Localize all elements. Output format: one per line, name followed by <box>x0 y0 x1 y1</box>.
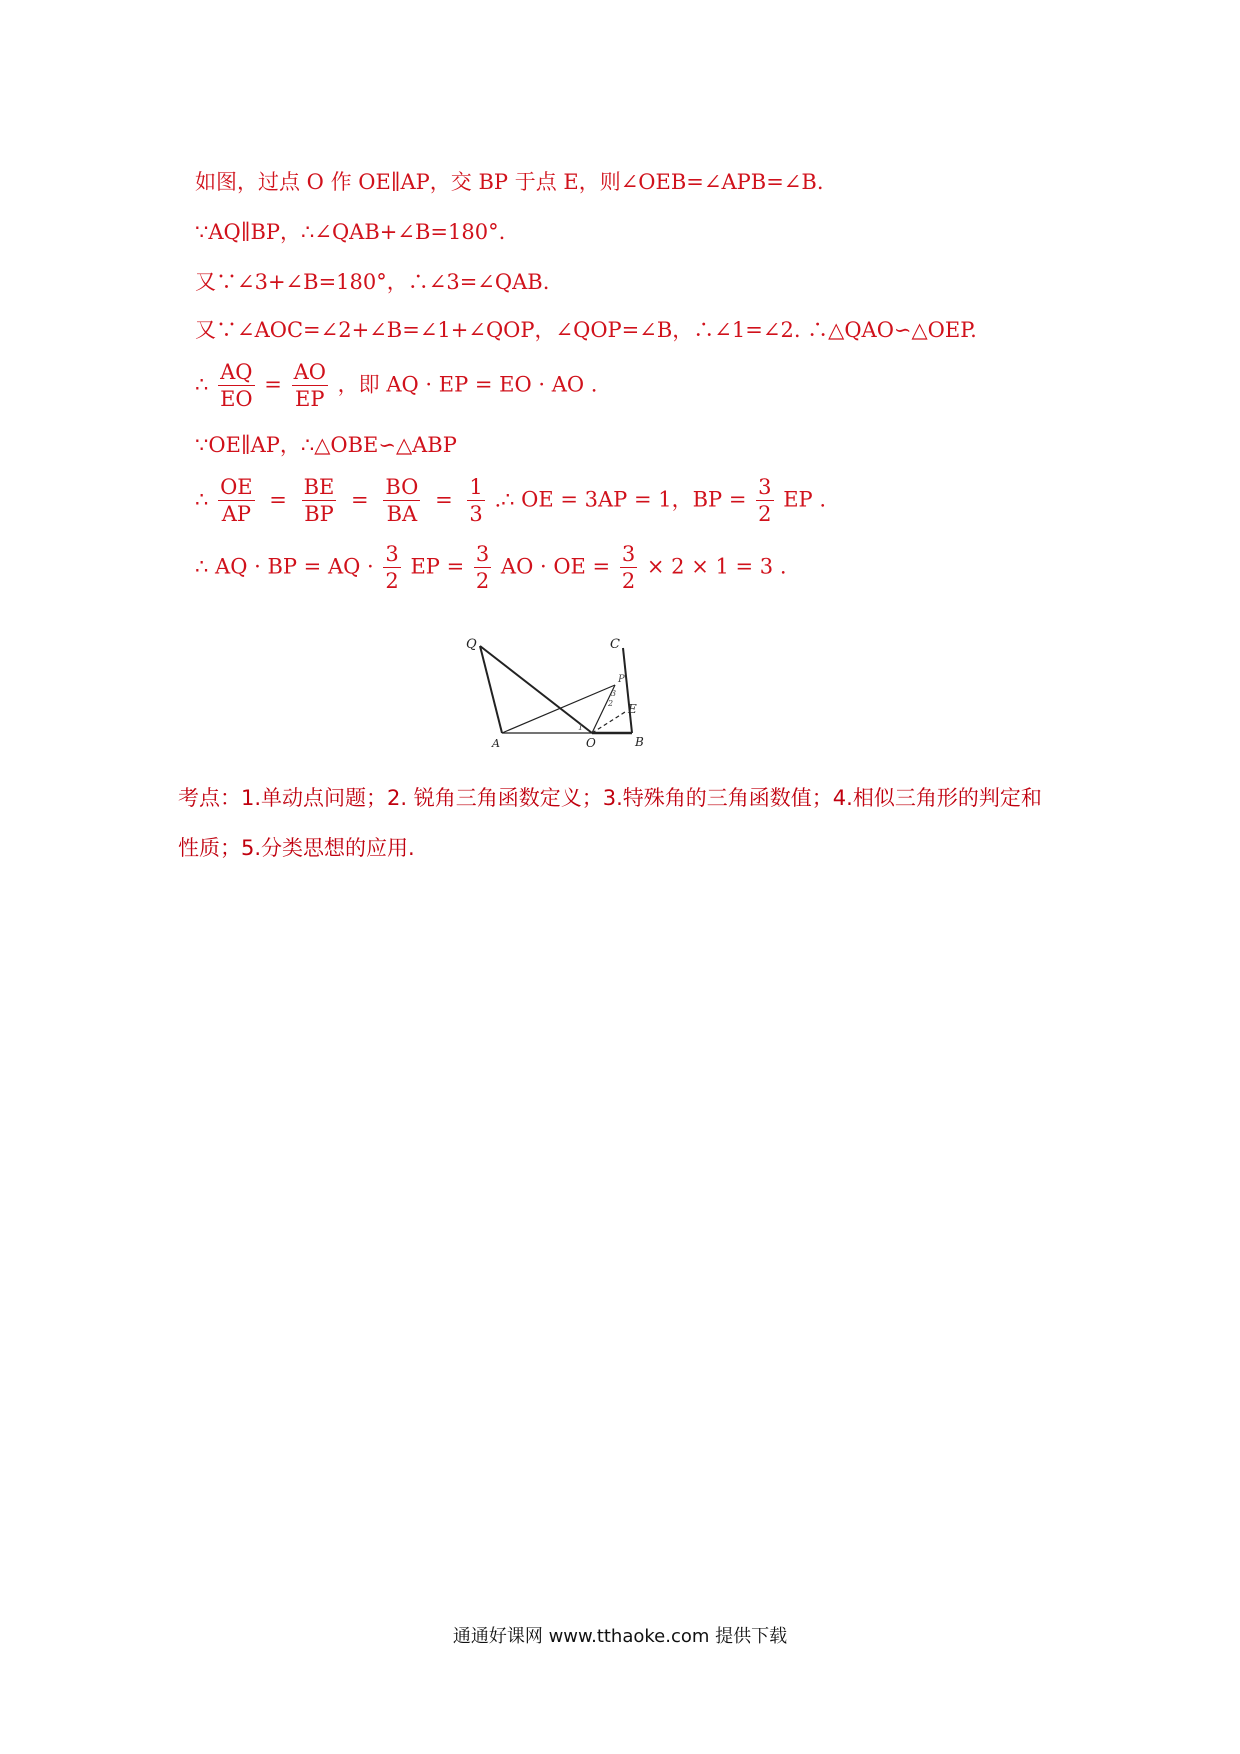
solution-line-8 <box>195 542 787 594</box>
solution-line-2: ∵AQ∥BP，∴∠QAB+∠B=180°. <box>195 220 506 244</box>
fraction-denominator: EP <box>295 387 325 412</box>
line-7-middle: .∴ OE = 3AP = 1，BP = <box>494 487 747 512</box>
line-8-suffix: × 2 × 1 = 3 . <box>646 554 787 579</box>
segment-ap <box>502 685 615 733</box>
label-p: P <box>618 674 625 685</box>
label-q: Q <box>466 637 477 652</box>
solution-line-5 <box>195 360 597 412</box>
fraction-numerator: 3 <box>620 542 637 568</box>
fraction-numerator: 3 <box>383 542 400 568</box>
fraction-aq-eo <box>218 360 255 412</box>
fraction-bo-ba <box>383 475 420 527</box>
fraction-denominator: EO <box>220 387 253 412</box>
equals-sign: = <box>351 487 369 512</box>
label-angle-3: 3 <box>611 689 617 698</box>
label-angle-2: 2 <box>608 699 614 708</box>
fraction-denominator: 2 <box>621 569 636 594</box>
equals-sign: = <box>264 372 282 397</box>
line-7-suffix: EP . <box>783 487 826 512</box>
kaodian-line-1: 考点：1.单动点问题；2. 锐角三角函数定义；3.特殊角的三角函数值；4.相似三角形的判定和 <box>178 786 1042 810</box>
solution-line-7 <box>195 475 826 527</box>
fraction-numerator: 1 <box>467 475 484 501</box>
fraction-numerator: OE <box>218 475 255 501</box>
fraction-denominator: 2 <box>758 502 772 527</box>
fraction-denominator: 2 <box>385 569 399 594</box>
fraction-numerator: BO <box>383 475 420 501</box>
segment-qa <box>480 646 502 733</box>
label-a: A <box>492 737 500 750</box>
fraction-numerator: 3 <box>474 542 491 568</box>
line-8-part-2: EP = <box>410 554 465 579</box>
solution-line-3: 又∵∠3+∠B=180°，∴∠3=∠QAB. <box>195 270 550 294</box>
label-b: B <box>635 735 644 749</box>
fraction-be-bp <box>302 475 337 527</box>
footer-text: 通通好课网 www.tthaoke.com 提供下载 <box>452 1626 788 1647</box>
fraction-denominator: 3 <box>469 502 483 527</box>
fraction-denominator: AP <box>221 502 251 527</box>
segment-qo <box>480 646 592 733</box>
fraction-three-halves <box>383 542 400 594</box>
fraction-ao-ep <box>292 360 328 412</box>
fraction-denominator: BP <box>304 502 334 527</box>
fraction-three-halves <box>474 542 491 594</box>
fraction-denominator: BA <box>386 502 418 527</box>
solution-line-6: ∵OE∥AP，∴△OBE∽△ABP <box>195 433 457 457</box>
solution-line-4: 又∵∠AOC=∠2+∠B=∠1+∠QOP，∠QOP=∠B，∴∠1=∠2. ∴△QAO∽△OEP. <box>195 318 977 342</box>
therefore-symbol: ∴ <box>195 372 209 397</box>
label-angle-1: 1 <box>578 723 584 732</box>
fraction-denominator: 2 <box>475 569 490 594</box>
therefore-symbol: ∴ <box>195 487 209 512</box>
segment-bc <box>623 648 632 733</box>
geometry-figure <box>460 630 660 750</box>
fraction-three-halves <box>620 542 637 594</box>
label-e: E <box>628 702 637 716</box>
label-o: O <box>586 736 596 750</box>
line-8-part-3: AO · OE = <box>500 554 611 579</box>
solution-line-1: 如图，过点 O 作 OE∥AP，交 BP 于点 E，则∠OEB=∠APB=∠B. <box>195 170 824 194</box>
fraction-oe-ap <box>218 475 255 527</box>
equals-sign: = <box>269 487 287 512</box>
label-c: C <box>610 637 620 652</box>
line-5-suffix: ，即 AQ · EP = EO · AO . <box>337 372 598 397</box>
line-8-prefix: ∴ AQ · BP = AQ · <box>195 554 374 579</box>
kaodian-line-2: 性质；5.分类思想的应用. <box>178 836 415 860</box>
fraction-numerator: AO <box>292 360 328 386</box>
fraction-numerator: AQ <box>218 360 255 386</box>
fraction-three-halves <box>756 475 773 527</box>
equals-sign: = <box>435 487 453 512</box>
fraction-numerator: BE <box>302 475 337 501</box>
fraction-one-third <box>467 475 484 527</box>
fraction-numerator: 3 <box>756 475 773 501</box>
